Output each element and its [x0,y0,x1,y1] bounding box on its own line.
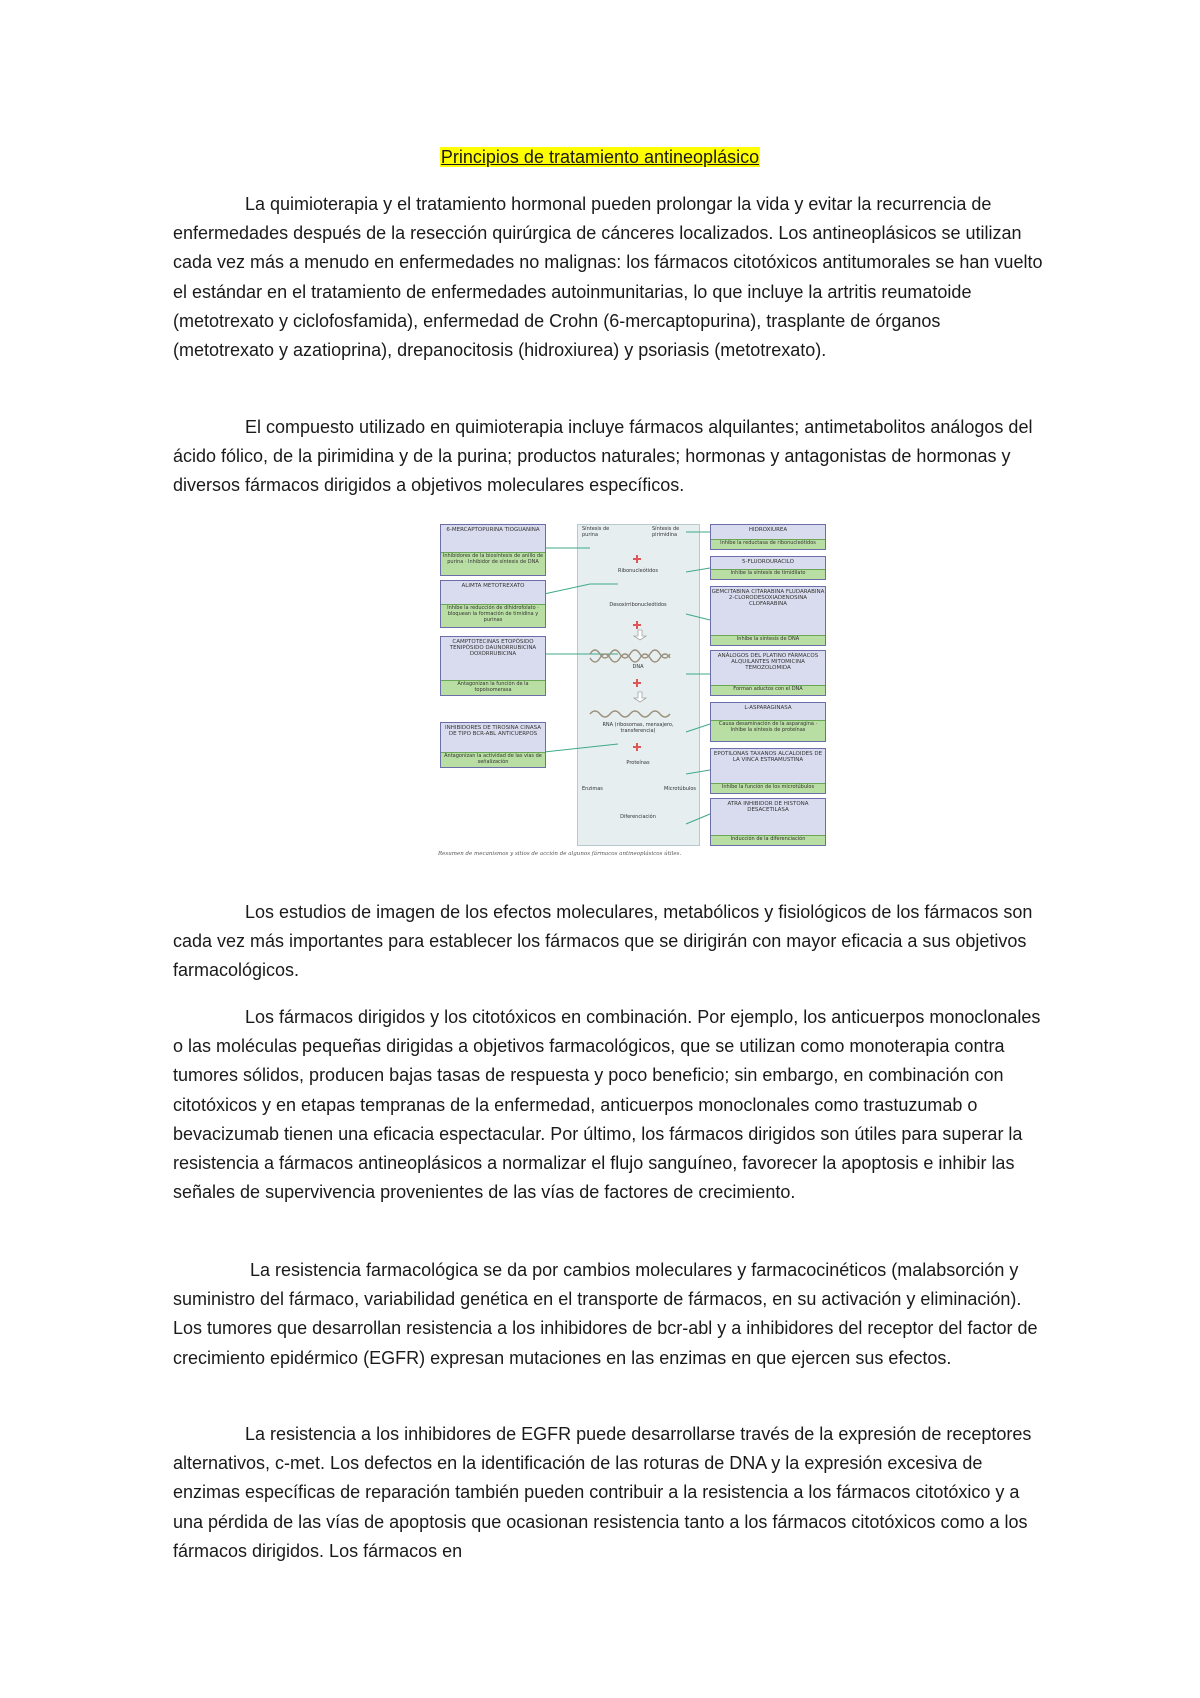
box-atra: ATRA INHIBIDOR DE HISTONA DESACETILASA Inducción de la diferenciación [710,798,826,846]
box-gemcitabina: GEMCITABINA CITARABINA FLUDARABINA 2-CLORODESOXIADENOSINA CLOFARABINA Inhibe la síntesis de DNA [710,586,826,646]
label-rna: RNA (ribosomas, mensajero, transferencia) [602,722,674,734]
page-title: Principios de tratamiento antineoplásico [440,147,760,167]
label-microtubulos: Microtúbulos [664,786,696,792]
box-platino: ANÁLOGOS DEL PLATINO FÁRMACOS ALQUILANTES MITOMICINA TEMOZOLOMIDA Forman aductos con el DNA [710,650,826,696]
label-ribonucleotidos: Ribonucleótidos [618,568,658,574]
box-camptotecinas: CAMPTOTECINAS ETOPÓSIDO TENIPÓSIDO DAUNORRUBICINA DOXORRUBICINA Antagonizan la función de la topoisomerasa [440,636,546,696]
box-inhibidores-tirosina: INHIBIDORES DE TIROSINA CINASA DE TIPO BCR-ABL ANTICUERPOS Antagonizan la actividad de las vías de señalización [440,722,546,768]
label-sintesis-purina: Síntesis de purina [582,526,610,538]
paragraph-1: La quimioterapia y el tratamiento hormonal pueden prolongar la vida y evitar la recurrencia de enfermedades después de la resección quirúrgica de cánceres localizados. Los antineoplásicos se utilizan cada vez más a menudo en enfermedades no malignas: los fármacos citotóxicos antitumorales se han vuelto el estándar en el tratamiento de enfermedades autoinmunitarias, lo que incluye la artritis reumatoide (metotrexato y ciclofosfamida), enfermedad de Crohn (6-mercaptopurina), trasplante de órganos (metotrexato y azatioprina), drepanocitosis (hidroxiurea) y psoriasis (metotrexato). [173,194,1043,361]
box-metotrexato: ALIMTA METOTREXATO Inhibe la reducción de dihidrofolato · bloquean la formación de timidina y purinas [440,580,546,628]
label-desoxirribonucleotidos: Desoxirribonucleótidos [609,602,667,608]
label-dna: DNA [632,664,644,670]
figure-caption: Resumen de mecanismos y sitios de acción de algunos fármacos antineoplásicos útiles. [438,851,682,857]
paragraph-6: La resistencia a los inhibidores de EGFR puede desarrollarse través de la expresión de receptores alternativos, c-met. Los defectos en la identificación de las roturas de DNA y la expresión excesiva de enzimas específicas de reparación también pueden contribuir a la resistencia a los fármacos citotóxico y a una pérdida de las vías de apoptosis que ocasionan resistencia tanto a los fármacos citotóxicos como a los fármacos dirigidos. Los fármacos en [173,1424,1032,1561]
label-diferenciacion: Diferenciación [620,814,656,820]
paragraph-4: Los fármacos dirigidos y los citotóxicos en combinación. Por ejemplo, los anticuerpos monoclonales o las moléculas pequeñas dirigidas a objetivos farmacológicos, que se utilizan como monoterapia contra tumores sólidos, producen bajas tasas de respuesta y poco beneficio; sin embargo, en combinación con citotóxicos y en etapas tempranas de la enfermedad, anticuerpos monoclonales como trastuzumab o bevacizumab tienen una eficacia espectacular. Por último, los fármacos dirigidos son útiles para superar la resistencia a fármacos antineoplásicos a normalizar el flujo sanguíneo, favorecer la apoptosis e inhibir las señales de supervivencia provenientes de las vías de factores de crecimiento. [173,1007,1041,1203]
box-hidroxiurea: HIDROXIUREA Inhibe la reductasa de ribonucleótidos [710,524,826,550]
box-mercaptopurina: 6-MERCAPTOPURINA TIOGUANINA Inhibidores de la biosíntesis de anillo de purina · Inhibidor de síntesis de DNA [440,524,546,576]
box-asparaginasa: L-ASPARAGINASA Causa desaminación de la asparagina · Inhibe la síntesis de proteínas [710,702,826,742]
paragraph-2: El compuesto utilizado en quimioterapia incluye fármacos alquilantes; antimetabolitos análogos del ácido fólico, de la pirimidina y de la purina; productos naturales; hormonas y antagonistas de hormonas y diversos fármacos dirigidos a objetivos moleculares específicos. [173,417,1033,496]
paragraph-5: La resistencia farmacológica se da por cambios moleculares y farmacocinéticos (malabsorción y suministro del fármaco, variabilidad genética en el transporte de fármacos, en su activación y eliminación). Los tumores que desarrollan resistencia a los inhibidores de bcr-abl y a inhibidores del receptor del factor de crecimiento epidérmico (EGFR) expresan mutaciones en las enzimas en que ejercen sus efectos. [173,1260,1038,1368]
label-sintesis-pirimidina: Síntesis de pirimidina [652,526,680,538]
paragraph-3: Los estudios de imagen de los efectos moleculares, metabólicos y fisiológicos de los fármacos son cada vez más importantes para establecer los fármacos que se dirigirán con mayor eficacia a sus objetivos farmacológicos. [173,902,1033,981]
label-proteinas: Proteínas [626,760,650,766]
mechanism-figure [440,524,838,858]
label-enzimas: Enzimas [582,786,603,792]
box-epotilonas: EPOTILONAS TAXANOS ALCALOIDES DE LA VINCA ESTRAMUSTINA Inhibe la función de los microtúbulos [710,748,826,794]
box-fluorouracilo: 5-FLUOROURACILO Inhibe la síntesis de timidilato [710,556,826,580]
